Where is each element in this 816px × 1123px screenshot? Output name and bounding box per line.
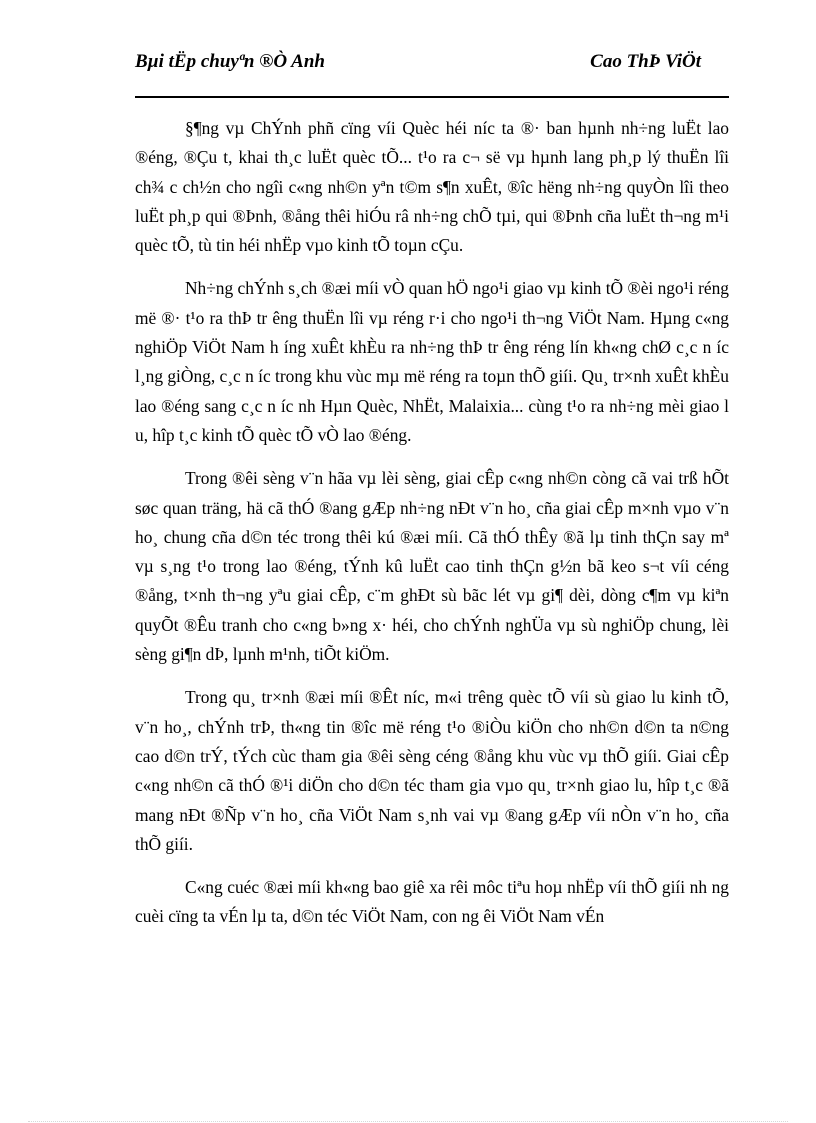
page-boundary xyxy=(28,1121,788,1122)
author-name: Cao ThÞ ViÖt xyxy=(590,51,701,72)
page-header xyxy=(135,50,729,98)
paragraph: Trong qu¸ tr×nh ®æi míi ®Êt níc, m«i trêng quèc tÕ víi sù giao lu kinh tÕ, v¨n ho¸, chÝnh trÞ, th«ng tin ®îc më réng t¹o ®iÒu kiÖn cho nh©n d©n ta n©ng cao d©n trÝ, tÝch cùc tham gia ®êi sèng céng ®ång khu vùc vµ thÕ giíi. Giai cÊp c«ng nh©n cã thÓ ®¹i diÖn cho d©n téc tham gia vµo qu¸ tr×nh giao lu, hîp t¸c ®ã mang nÐt ®Ñp v¨n ho¸ cña ViÖt Nam s¸nh vai vµ ®ang gÆp víi nÒn v¨n ho¸ cña thÕ giíi. xyxy=(135,687,729,854)
paragraph: Nh÷ng chÝnh s¸ch ®æi míi vÒ quan hÖ ngo¹i giao vµ kinh tÕ ®èi ngo¹i réng më ®· t¹o ra thÞ tr êng thuËn lîi vµ réng r·i cho ngo¹i th¬ng ViÖt Nam. Hµng c«ng nghiÖp ViÖt Nam h íng xuÊt khÈu ra nh÷ng thÞ tr êng réng lín kh«ng chØ c¸c n íc l¸ng giÒng, c¸c n íc trong khu vùc mµ më réng ra toµn thÕ giíi. Qu¸ tr×nh xuÊt khÈu lao ®éng sang c¸c n íc nh Hµn Quèc, NhËt, Malaixia... cùng t¹o ra nh÷ng mèi giao l u, hîp t¸c kinh tÕ quèc tÕ vÒ lao ®éng. xyxy=(135,278,729,445)
body-text xyxy=(135,114,729,946)
paragraph: Trong ®êi sèng v¨n hãa vµ lèi sèng, giai cÊp c«ng nh©n còng cã vai trß hÕt søc quan träng, hä cã thÓ ®ang gÆp nh÷ng nÐt v¨n ho¸ cña giai cÊp m×nh vµo v¨n ho¸ chung cña d©n téc trong thêi kú ®æi míi. Cã thÓ thÊy ®ã lµ tinh thÇn say mª vµ s¸ng t¹o trong lao ®éng, tÝnh kû luËt cao tinh thÇn g½n bã keo s¬t víi céng ®ång, t×nh th¬ng yªu giai cÊp, c¨m ghÐt sù bãc lét vµ gi¶ dèi, dòng c¶m vµ kiªn quyÕt ®Êu tranh cho c«ng b»ng x· héi, cho chÝnh nghÜa vµ sù nghiÖp chung, lèi sèng gi¶n dÞ, lµnh m¹nh, tiÕt kiÖm. xyxy=(135,468,729,665)
document-title: Bµi tËp chuyªn ®Ò Anh xyxy=(135,51,325,72)
paragraph: C«ng cuéc ®æi míi kh«ng bao giê xa rêi môc tiªu hoµ nhËp víi thÕ giíi nh ng cuèi cïng ta vÉn lµ ta, d©n téc ViÖt Nam, con ng êi ViÖt Nam vÉn xyxy=(135,877,729,927)
paragraph: §¶ng vµ ChÝnh phñ cïng víi Quèc héi níc ta ®· ban hµnh nh÷ng luËt lao ®éng, ®Çu t, khai th¸c luËt quèc tÕ... t¹o ra c¬ së vµ hµnh lang ph¸p lý thuËn lîi ch¾ c ch½n cho ngîi c«ng nh©n yªn t©m s¶n xuÊt, ®îc hëng nh÷ng quyÒn lîi theo luËt ph¸p qui ®Þnh, ®ång thêi hiÓu râ nh÷ng chÕ tµi, qui ®Þnh cña luËt th¬ng m¹i quèc tÕ, tù tin héi nhËp vµo kinh tÕ toµn cÇu. xyxy=(135,118,729,256)
